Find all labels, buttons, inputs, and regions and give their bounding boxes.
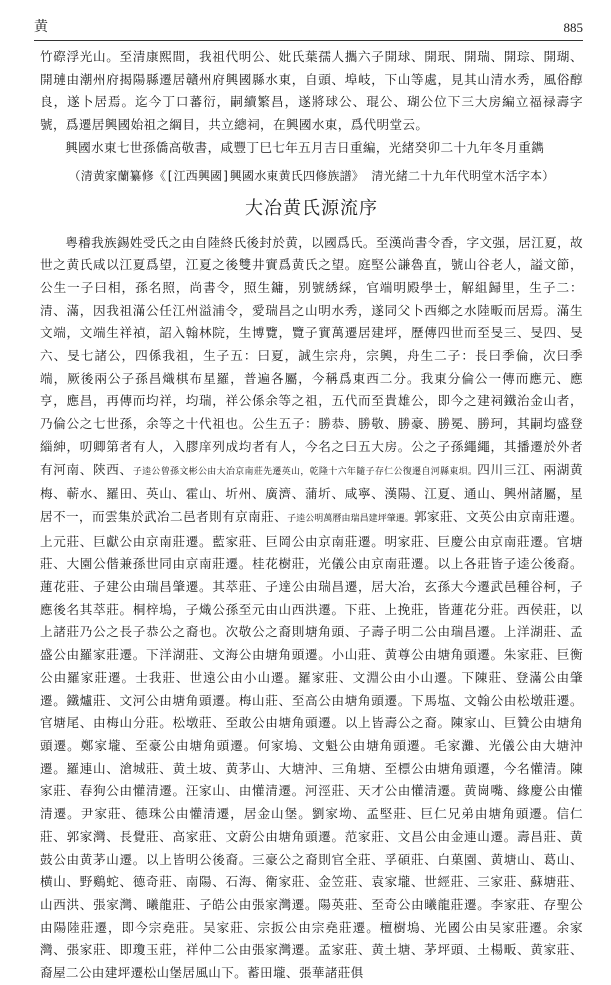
page-content — [40, 46, 583, 985]
body-text-1: 粤稽我族錫姓受氏之由自陸終氏後封於黄，以國爲氏。至漢尚書令香，字文强，居江夏，故世之黄氏咸以江夏爲望，江夏之後雙井實爲黄氏之望。庭堅公謙魯直，號山谷老人，謚文節，公生一子曰相，孫名照，尚書令，照生鏞，别號綉綵，官端明殿學士，解組歸里，生子二：清、滿，因我祖滿公任江州溢浦令，愛瑞昌之山明水秀，遂同父卜西鄉之水陸畈而居焉。滿生文端，文端生祥禎，詔入翰林院，生博覽，覽子實萬遷居建坪，歷傳四世而至旻三、旻四、旻六、旻七諸公，四係我祖，生子五：曰夏，誠生宗舟，宗興，舟生二子：長曰季倫，次曰季端，厥後兩公子孫昌熾棋布星羅，普遍各屬，今稱爲東西二分。我東分倫公一傳而應元、應亨，應昌，再傳而均祥，均瑞，祥公係余等之祖，五代而至貴雄公，即今之建祠鐵治金山者，乃倫公之七世孫，余等之十代祖也。公生五子：勝恭、勝敬、勝豪、勝冕、勝珂，其嗣均盛登緇紳，叨卿第者有人，入膠庠列成均者有人，今名之曰五大房。公之子孫繩繩，其播遷於外者有河南、陝西、 — [40, 234, 583, 477]
previous-section-colophon: 興國水東七世孫僑高敬書，咸豐丁巳七年五月吉日重編，光緒癸卯二十九年冬月重鐫 — [65, 139, 545, 155]
page-header — [34, 12, 583, 41]
section-body — [40, 232, 583, 985]
page-number: 885 — [563, 20, 583, 35]
section-title: 大冶黄氏源流序 — [245, 197, 378, 219]
inline-note-2: 子逵公明萬曆由瑞昌建坪肇遷。 — [287, 513, 414, 524]
body-text-2: 四川三江、兩湖黄梅、蕲水、羅田、英山、霍山、圻州、廣濟、蒲圻、咸寧、漢陽、江夏、通山、興州諸屬，星居不一，而雲集於武冶二邑者則有京南莊、 — [40, 461, 583, 524]
branch-entries: 郭家莊、文英公由京南莊遷。上元莊、巨獻公由京南莊遷。藍家莊、巨岡公由京南莊遷。明家莊、巨慶公由京南莊遷。官塘莊、大園公偕兼孫世同由京南莊遷。桂花樹莊，光儀公由京南莊遷。以上各莊皆子逵公後裔。蓮花莊、子建公由瑞昌肇遷。其萃莊、子達公由瑞昌遷，居大冶，玄孫大今遷武邑種谷柯，子應後名其萃莊。桐梓塢，子熾公孫至元由山西洪遷。下莊、上挽莊，皆蓮花分莊。西侯莊，以上諸莊乃公之長子恭公之裔也。次敬公之裔則塘角頭、子壽子明二公由瑞昌遷。上洋湖莊、孟盛公由羅家莊遷。下洋湖莊、文海公由塘角頭遷。小山莊、黄尊公由塘角頭遷。朱家莊、巨衡公由羅家莊遷。士我莊、世遠公由小山遷。羅家莊、文淵公由小山遷。下陳莊、登滿公由肇遷。鐵爐莊、文河公由塘角頭遷。梅山莊、至高公由塘角頭遷。下馬塩、文翰公由松墩莊遷。官塘尾、由梅山分莊。松墩莊、至敢公由塘角頭遷。以上皆壽公之裔。陳家山、巨贊公由塘角頭遷。鄭家壠、至豪公由塘角頭遷。何家塢、文魁公由塘角頭遷。毛家灘、光儀公由大塘沖遷。羅連山、滄城莊、黄土坡、黄茅山、大塘沖、三角塘、至標公由塘角頭遷，今名懽清。陳家莊、春狗公由懽清遷。汪家山、由懽清遷。河涇莊、天才公由懽清遷。黄崗嘴、緣慶公由懽清遷。尹家莊、德珠公由懽清遷，居金山堡。劉家坳、孟堅莊、巨仁兄弟由塘角頭遷。信仁莊、郭家灣、長覺莊、高家莊、文蔚公由塘角頭遷。范家莊、文昌公由金連山遷。壽昌莊、黄鼓公由黄茅山遷。以上皆明公後裔。三豪公之裔則官全莊、孚碩莊、白菓園、黄塘山、葛山、横山、野鷄蛇、德奇莊、南陽、石海、衛家莊、金笠莊、袁家壠、世經莊、三家莊、蘇塘莊、山西洪、張家灣、曦龍莊、子皓公由張家灣遷。陽英莊、至奇公由曦龍莊遷。李家莊、存聖公由陽陸莊遷，即今宗堯莊。吴家莊、宗扳公由宗堯莊遷。檀樹塢、光國公由吴家莊遷。余家灣、張家莊、即瓊玉莊，祥仲二公由張家灣遷。孟家莊、黄土塘、茅坪頭、土楊畈、黄家莊、裔屋二公由建坪遷松山堡居風山下。蓄田壠、張華諸莊俱 — [40, 508, 583, 981]
previous-section-paragraph: 竹磜浮光山。至清康熙間，我祖代明公、妣氏葉孺人攜六子開球、開珉、開瑞、開琮、開瑚、開璉由潮州府揭陽縣遷居贛州府興國縣水東，自頭、埠岐，下山等處，見其山清水秀，風俗醇良，遂卜居焉。迄今丁口蕃衍，嗣續繁昌，遂將球公、琨公、瑚公位下三大房編立福禄壽字號，爲遷居興國始祖之綱目，共立總祠，在興國水東，爲代明堂云。 — [40, 49, 583, 133]
source-citation: （清黄家蘭纂修《[江西興國]興國水東黄氏四修族譜》 清光緒二十九年代明堂木活字本） — [68, 168, 555, 183]
inline-note-1: 子逵公曾孫文彬公由大冶京南莊先遷英山，乾隆十六年隨子存仁公復遷自河縣東垻。 — [132, 466, 478, 477]
running-title: 黄 — [34, 19, 48, 35]
